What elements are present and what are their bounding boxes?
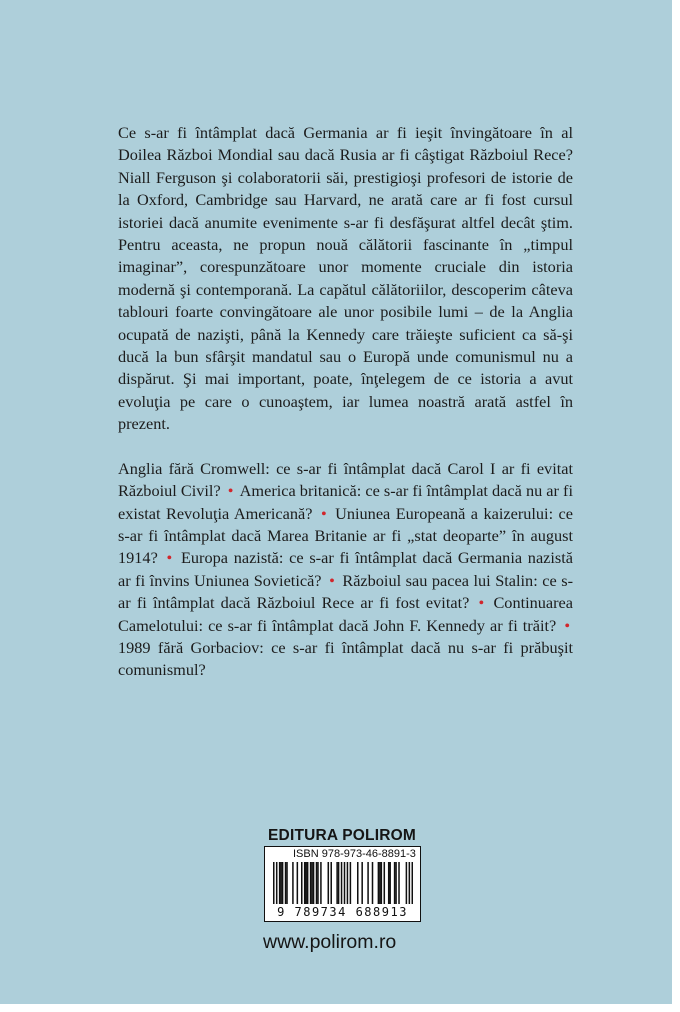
bullet-icon: • bbox=[478, 593, 485, 613]
bullet-icon: • bbox=[320, 503, 327, 523]
barcode-bar bbox=[395, 862, 397, 904]
barcode-bar bbox=[304, 862, 306, 904]
barcode-bar bbox=[398, 862, 400, 904]
chapter-item: Continuarea Camelotului: ce s-ar fi întâmplat dacă John F. Kennedy ar fi trăit? bbox=[118, 593, 574, 635]
bullet-icon: • bbox=[564, 615, 571, 635]
barcode-bar bbox=[388, 862, 390, 904]
barcode-bar bbox=[311, 862, 313, 904]
barcode-bar bbox=[341, 862, 343, 904]
barcode-bar bbox=[313, 862, 315, 904]
barcode-bar bbox=[317, 862, 319, 904]
barcode-bar bbox=[285, 862, 287, 904]
chapter-item: Europa nazistă: ce s-ar fi întâmplat dacă Germania nazistă ar fi învins Uniunea Sovietică? bbox=[118, 548, 574, 590]
chapter-item: Anglia fără Cromwell: ce s-ar fi întâmplat dacă Carol I ar fi evitat Războiul Civil? bbox=[118, 458, 573, 501]
barcode-bar bbox=[273, 862, 275, 904]
barcode-bar bbox=[279, 862, 281, 904]
chapters-paragraph bbox=[118, 458, 573, 682]
barcode-bar bbox=[344, 862, 346, 904]
barcode-bar bbox=[347, 862, 349, 904]
bullet-icon: • bbox=[227, 481, 234, 501]
publisher-name: EDITURA POLIROM bbox=[268, 827, 416, 844]
barcode-bar bbox=[389, 862, 391, 904]
barcode-bar bbox=[310, 862, 312, 904]
barcode-bar bbox=[412, 862, 413, 904]
barcode-bar bbox=[361, 862, 363, 904]
barcode-bar bbox=[338, 862, 340, 904]
chapter-item: 1989 fără Gorbaciov: ce s-ar fi întâmplat dacă nu s-ar fi prăbuşit comunismul? bbox=[118, 637, 573, 680]
barcode-bar bbox=[394, 862, 396, 904]
barcode-bar bbox=[379, 862, 381, 904]
barcode-bar bbox=[330, 862, 332, 904]
barcode-bar bbox=[292, 862, 294, 904]
barcode-bar bbox=[336, 862, 338, 904]
barcode-bar bbox=[320, 862, 322, 904]
barcode-bar bbox=[357, 862, 359, 904]
barcode-bar bbox=[381, 862, 383, 904]
barcode-bar bbox=[384, 862, 386, 904]
barcode-bar bbox=[372, 862, 374, 904]
barcode-bar bbox=[367, 862, 369, 904]
isbn-label: ISBN 978-973-46-8891-3 bbox=[293, 848, 416, 860]
barcode-bar bbox=[406, 862, 408, 904]
blurb-text-block bbox=[118, 122, 573, 682]
chapter-item: Uniunea Europeană a kaizerului: ce s-ar fi întâmplat dacă Marea Britanie ar fi „stat deoparte” în august 1914? bbox=[118, 503, 574, 568]
barcode-bar bbox=[297, 862, 299, 904]
barcode-bar bbox=[378, 862, 380, 904]
bullet-icon: • bbox=[329, 570, 335, 590]
chapter-item: America britanică: ce s-ar fi întâmplat dacă nu ar fi existat Revoluţia Americană? bbox=[118, 481, 573, 523]
barcode-bar bbox=[286, 862, 288, 904]
barcode-bar bbox=[316, 862, 318, 904]
website-url: www.polirom.ro bbox=[263, 931, 397, 953]
barcode-bar bbox=[328, 862, 330, 904]
bullet-icon: • bbox=[166, 548, 173, 568]
barcode-bar bbox=[282, 862, 284, 904]
isbn-barcode-box bbox=[264, 846, 421, 922]
barcode-icon bbox=[273, 862, 413, 904]
barcode-bar bbox=[276, 862, 278, 904]
barcode-bar bbox=[409, 862, 411, 904]
chapter-item: Războiul sau pacea lui Stalin: ce s-ar fi întâmplat dacă Războiul Rece ar fi fost evitat? bbox=[118, 570, 573, 613]
barcode-bar bbox=[280, 862, 282, 904]
barcode-bar bbox=[307, 862, 309, 904]
barcode-bar bbox=[350, 862, 352, 904]
barcode-bar bbox=[305, 862, 307, 904]
barcode-bar bbox=[301, 862, 303, 904]
barcode-digits: 9 789734 688913 bbox=[277, 905, 408, 919]
description-paragraph: Ce s-ar fi întâmplat dacă Germania ar fi ieşit învingătoare în al Doilea Război Mondial sau dacă Rusia ar fi câştigat Războiul Rece? Niall Ferguson şi colaboratorii săi, prestigioşi profesori de istorie de la Oxford, Cambridge sau Harvard, ne arată care ar fi fost cursul istoriei dacă anumite evenimente s-ar fi desfăşurat altfel decât ştim. Pentru aceasta, ne propun nouă călătorii fascinante în „timpul imaginar”, corespunzătoare unor momente cruciale din istoria modernă şi contemporană. La capătul călătoriilor, descoperim câteva tablouri foarte convingătoare ale unor posibile lumi – de la Anglia ocupată de nazişti, până la Kennedy care trăieşte suficient ca să-şi ducă la bun sfârşit mandatul sau o Europă unde comunismul nu a dispărut. Şi mai important, poate, înţelegem de ce istoria a avut evoluţia pe care o cunoaştem, iar lumea noastră arată astfel în prezent. bbox=[118, 123, 573, 434]
